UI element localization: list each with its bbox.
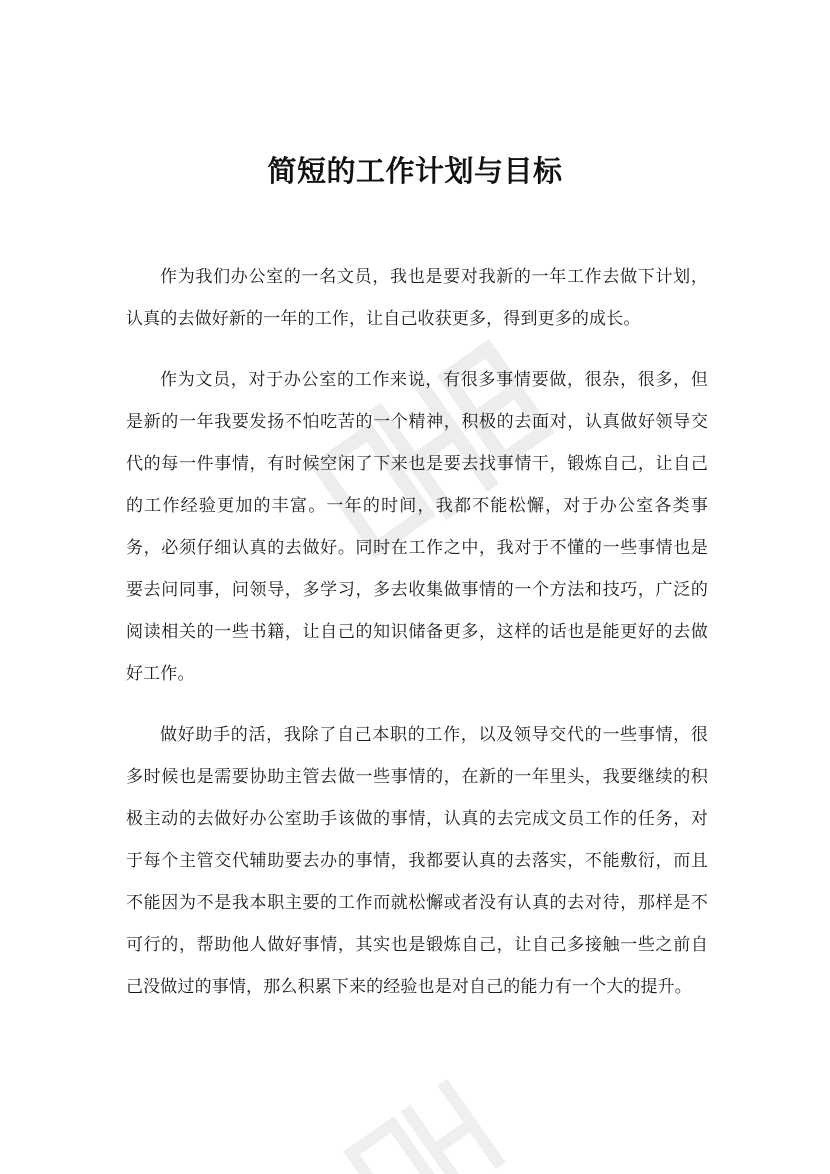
watermark-logo-bottom <box>330 1060 550 1174</box>
document-title: 简短的工作计划与目标 <box>267 154 563 189</box>
document-body <box>126 256 708 1027</box>
paragraph-3: 做好助手的活，我除了自己本职的工作，以及领导交代的一些事情，很多时候也是需要协助主管去做一些事情的，在新的一年里头，我要继续的积极主动的去做好办公室助手该做的事情，认真的去完成文员工作的任务，对于每个主管交代辅助要去办的事情，我都要认真的去落实，不能敷衍，而且不能因为不是我本职主要的工作而就松懈或者没有认真的去对待，那样是不可行的，帮助他人做好事情，其实也是锻炼自己，让自己多接触一些之前自己没做过的事情，那么积累下来的经验也是对自己的能力有一个大的提升。 <box>126 725 708 997</box>
paragraph-2: 作为文员，对于办公室的工作来说，有很多事情要做，很杂，很多，但是新的一年我要发扬不怕吃苦的一个精神，积极的去面对，认真做好领导交代的每一件事情，有时候空闲了下来也是要去找事情干，锻炼自己，让自己的工作经验更加的丰富。一年的时间，我都不能松懈，对于办公室各类事务，必须仔细认真的去做好。同时在工作之中，我对于不懂的一些事情也是要去问同事，问领导，多学习，多去收集做事情的一个方法和技巧，广泛的阅读相关的一些书籍，让自己的知识储备更多，这样的话也是能更好的去做好工作。 <box>126 370 708 684</box>
paragraph-1: 作为我们办公室的一名文员，我也是要对我新的一年工作去做下计划，认真的去做好新的一年的工作，让自己收获更多，得到更多的成长。 <box>126 267 708 329</box>
